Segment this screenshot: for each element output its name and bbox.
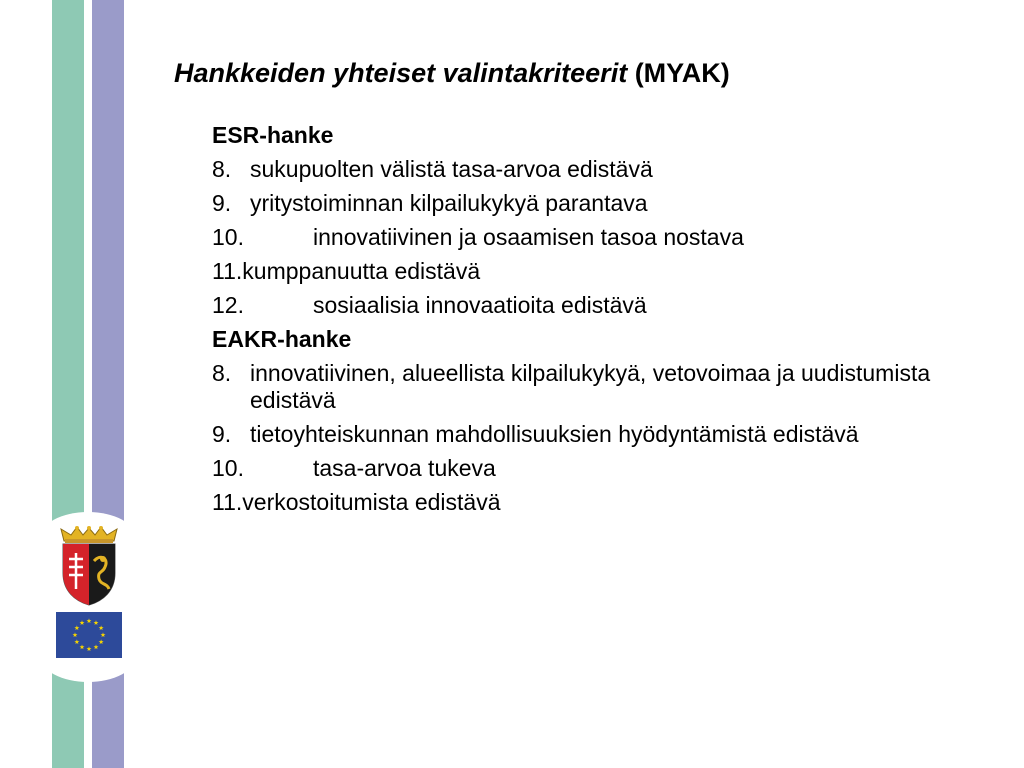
list-item	[212, 258, 992, 285]
list-item-text: sosiaalisia innovaatioita edistävä	[313, 292, 647, 318]
list-item-number: 10.	[212, 455, 244, 481]
list-item	[212, 224, 992, 251]
list-item-text: yritystoiminnan kilpailukykyä parantava	[250, 190, 648, 216]
list-item-text: kumppanuutta edistävä	[242, 258, 481, 284]
list-item-text: tietoyhteiskunnan mahdollisuuksien hyödyntämistä edistävä	[250, 421, 859, 447]
list-item	[212, 489, 992, 516]
list-item-text: sukupuolten välistä tasa-arvoa edistävä	[250, 156, 653, 182]
list-item-text: tasa-arvoa tukeva	[313, 455, 496, 481]
list-item-number: 9.	[212, 190, 232, 216]
list-item-number: 10.	[212, 224, 244, 250]
list-item	[212, 292, 992, 319]
list-item	[212, 360, 992, 414]
list-item-number: 9.	[212, 421, 232, 447]
section-heading-esr: ESR-hanke	[212, 122, 334, 148]
coat-of-arms-icon	[57, 525, 121, 607]
list-item-text: innovatiivinen ja osaamisen tasoa nostava	[313, 224, 744, 250]
criteria-list	[212, 122, 992, 523]
list-item-text: verkostoitumista edistävä	[242, 489, 501, 515]
list-item-number: 11.	[212, 258, 243, 284]
eu-flag-icon	[56, 612, 122, 658]
list-item	[212, 455, 992, 482]
list-item-number: 12.	[212, 292, 244, 318]
title-suffix: (MYAK)	[627, 58, 730, 88]
list-item	[212, 421, 992, 448]
page-title	[174, 55, 730, 91]
title-main: Hankkeiden yhteiset valintakriteerit	[174, 58, 628, 88]
list-item-number: 8.	[212, 360, 232, 386]
list-item-text: innovatiivinen, alueellista kilpailukykyä, vetovoimaa ja uudistumista edistävä	[250, 360, 931, 413]
list-item-number: 11.	[212, 489, 243, 515]
list-item	[212, 156, 992, 183]
list-item	[212, 190, 992, 217]
section-heading-eakr: EAKR-hanke	[212, 326, 352, 352]
list-item-number: 8.	[212, 156, 232, 182]
